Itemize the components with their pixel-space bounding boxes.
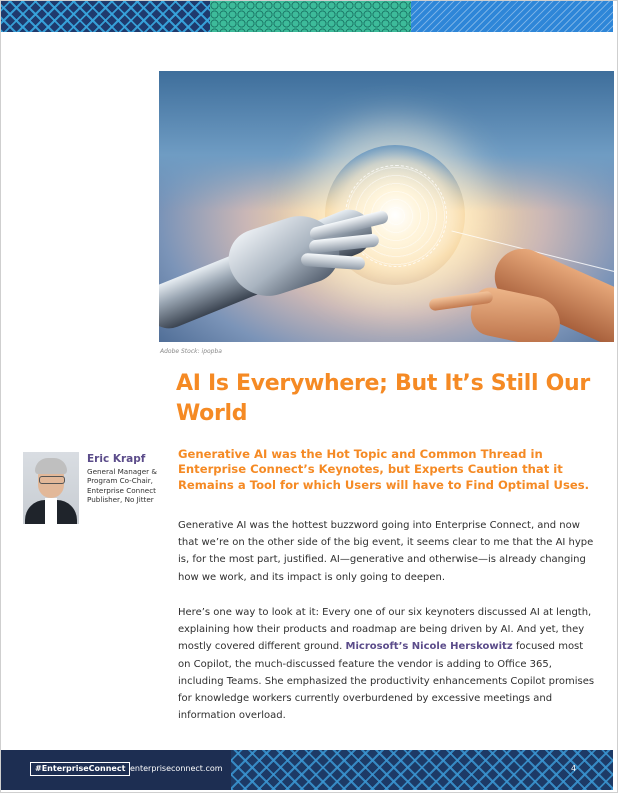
footer-hashtag: #EnterpriseConnect [30, 762, 130, 776]
page-number: 4 [571, 764, 577, 773]
image-caption: Adobe Stock: ipopba [160, 348, 222, 355]
top-pattern-banner [1, 1, 613, 32]
author-photo-shirt [45, 498, 57, 524]
hero-image [159, 71, 614, 342]
footer-url-link[interactable]: enterpriseconnect.com [130, 764, 223, 773]
body-text-segment: Here’s one way to look at it: Every one of our six keynoters discussed AI at length, explaining how their products and roadmap are being driven by AI. And yet, they mostly covered different ground. [178, 607, 592, 653]
article-title: AI Is Everywhere; But It’s Still Our World [176, 371, 590, 426]
author-photo-glasses [39, 476, 65, 484]
banner-pattern-navy [1, 1, 210, 32]
article-subhead: Generative AI was the Hot Topic and Common Thread in Enterprise Connect’s Keynotes, but Experts Caution that it Remains a Tool for which Users will have to Find Optimal Uses. [178, 447, 590, 492]
body-text-segment: focused most on Copilot, the much-discussed feature the vendor is adding to Office 365, including Teams. She emphasized the productivity enhancements Copilot promises for knowledge workers currently overburdened by excessive meetings and information overload. [178, 641, 595, 722]
highlighted-name: Microsoft’s Nicole Herskowitz [345, 641, 513, 653]
author-title: General Manager & Program Co-Chair, Enterprise Connect Publisher, No Jitter [87, 467, 158, 505]
author-photo [23, 452, 79, 524]
author-photo-hair [35, 458, 67, 474]
footer-pattern [231, 750, 613, 790]
body-paragraph-1: Generative AI was the hottest buzzword going into Enterprise Connect, and now that we’re on the other side of the big event, it seems clear to me that the AI hype is, for the most part, justified. AI—generative and otherwise—is already changing how we work, and its impact is only going to deepen. [178, 520, 594, 583]
banner-pattern-blue [411, 1, 613, 32]
banner-pattern-teal [210, 1, 411, 32]
body-paragraph-2 [178, 604, 598, 724]
author-name: Eric Krapf [87, 453, 146, 465]
